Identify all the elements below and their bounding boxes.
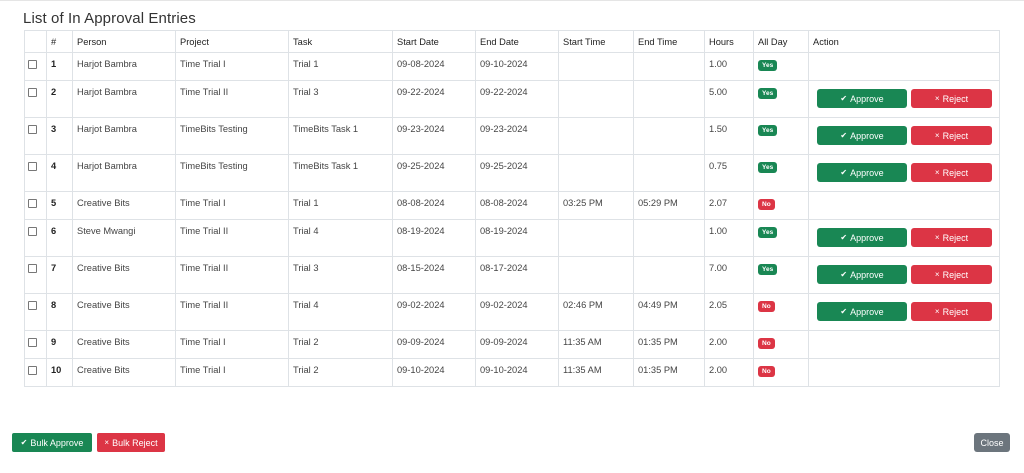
end-time-cell <box>634 81 705 118</box>
action-cell <box>809 53 1000 81</box>
row-checkbox[interactable] <box>28 227 37 236</box>
row-checkbox[interactable] <box>28 125 37 134</box>
check-icon: ✔ <box>840 131 848 140</box>
person-cell: Harjot Bambra <box>73 81 176 118</box>
entries-table <box>24 30 1000 387</box>
reject-button[interactable] <box>911 163 992 182</box>
all-day-badge: Yes <box>758 227 777 238</box>
x-icon: × <box>104 438 110 447</box>
start-time-cell <box>559 155 634 192</box>
table-row <box>25 155 1000 192</box>
row-checkbox[interactable] <box>28 301 37 310</box>
reject-label: Reject <box>942 130 969 141</box>
end-time-cell: 01:35 PM <box>634 359 705 387</box>
end-time-cell <box>634 53 705 81</box>
person-cell: Creative Bits <box>73 192 176 220</box>
start-date-cell: 09-08-2024 <box>393 53 476 81</box>
header-start-date[interactable]: Start Date <box>393 31 476 53</box>
start-date-cell: 09-02-2024 <box>393 294 476 331</box>
project-cell: Time Trial I <box>176 331 289 359</box>
end-time-cell <box>634 155 705 192</box>
bulk-reject-label: Bulk Reject <box>112 437 158 448</box>
x-icon: × <box>934 270 940 279</box>
row-actions <box>813 302 999 321</box>
action-cell <box>809 118 1000 155</box>
row-checkbox-cell <box>25 192 47 220</box>
row-checkbox[interactable] <box>28 264 37 273</box>
all-day-cell <box>754 53 809 81</box>
x-icon: × <box>934 131 940 140</box>
row-checkbox-cell <box>25 359 47 387</box>
header-num: # <box>47 31 73 53</box>
all-day-cell <box>754 220 809 257</box>
row-checkbox[interactable] <box>28 338 37 347</box>
x-icon: × <box>934 168 940 177</box>
approve-button[interactable] <box>817 228 907 247</box>
all-day-badge: No <box>758 366 775 377</box>
action-cell <box>809 220 1000 257</box>
header-action: Action <box>809 31 1000 53</box>
start-date-cell: 08-19-2024 <box>393 220 476 257</box>
start-date-cell: 09-10-2024 <box>393 359 476 387</box>
check-icon: ✔ <box>20 438 28 447</box>
header-start-time[interactable]: Start Time <box>559 31 634 53</box>
reject-button[interactable] <box>911 265 992 284</box>
row-actions <box>813 228 999 247</box>
project-cell: TimeBits Testing <box>176 118 289 155</box>
row-actions <box>813 265 999 284</box>
row-actions <box>813 126 999 145</box>
reject-label: Reject <box>942 306 969 317</box>
hours-cell: 1.50 <box>705 118 754 155</box>
table-row <box>25 81 1000 118</box>
all-day-badge: No <box>758 301 775 312</box>
task-cell: Trial 3 <box>289 81 393 118</box>
hours-cell: 0.75 <box>705 155 754 192</box>
end-date-cell: 09-25-2024 <box>476 155 559 192</box>
all-day-badge: Yes <box>758 60 777 71</box>
row-number: 10 <box>47 359 73 387</box>
start-date-cell: 09-22-2024 <box>393 81 476 118</box>
all-day-badge: No <box>758 199 775 210</box>
approve-button[interactable] <box>817 126 907 145</box>
table-row <box>25 118 1000 155</box>
person-cell: Creative Bits <box>73 359 176 387</box>
person-cell: Harjot Bambra <box>73 155 176 192</box>
all-day-cell <box>754 359 809 387</box>
row-checkbox[interactable] <box>28 162 37 171</box>
end-time-cell: 04:49 PM <box>634 294 705 331</box>
all-day-badge: Yes <box>758 125 777 136</box>
check-icon: ✔ <box>840 94 848 103</box>
project-cell: Time Trial I <box>176 192 289 220</box>
start-time-cell <box>559 81 634 118</box>
reject-label: Reject <box>942 93 969 104</box>
person-cell: Steve Mwangi <box>73 220 176 257</box>
bulk-approve-button[interactable] <box>12 433 92 452</box>
reject-label: Reject <box>942 269 969 280</box>
x-icon: × <box>934 233 940 242</box>
start-date-cell: 08-15-2024 <box>393 257 476 294</box>
table-row <box>25 257 1000 294</box>
row-checkbox[interactable] <box>28 88 37 97</box>
table-row <box>25 294 1000 331</box>
start-time-cell: 11:35 AM <box>559 331 634 359</box>
start-date-cell: 09-23-2024 <box>393 118 476 155</box>
start-time-cell <box>559 118 634 155</box>
approve-button[interactable] <box>817 265 907 284</box>
start-time-cell <box>559 257 634 294</box>
end-time-cell: 05:29 PM <box>634 192 705 220</box>
reject-button[interactable] <box>911 89 992 108</box>
action-cell <box>809 257 1000 294</box>
header-select <box>25 31 47 53</box>
end-time-cell <box>634 257 705 294</box>
all-day-cell <box>754 294 809 331</box>
start-time-cell <box>559 220 634 257</box>
start-date-cell: 09-09-2024 <box>393 331 476 359</box>
approve-button[interactable] <box>817 163 907 182</box>
bulk-reject-button[interactable] <box>97 433 165 452</box>
header-project[interactable]: Project <box>176 31 289 53</box>
action-cell <box>809 155 1000 192</box>
end-date-cell: 09-22-2024 <box>476 81 559 118</box>
task-cell: Trial 1 <box>289 53 393 81</box>
row-number: 6 <box>47 220 73 257</box>
table-row <box>25 220 1000 257</box>
task-cell: Trial 3 <box>289 257 393 294</box>
task-cell: Trial 2 <box>289 331 393 359</box>
row-number: 3 <box>47 118 73 155</box>
end-date-cell: 08-17-2024 <box>476 257 559 294</box>
row-number: 1 <box>47 53 73 81</box>
table-body <box>25 53 1000 387</box>
row-checkbox-cell <box>25 155 47 192</box>
reject-button[interactable] <box>911 228 992 247</box>
end-time-cell <box>634 220 705 257</box>
reject-button[interactable] <box>911 302 992 321</box>
action-cell <box>809 294 1000 331</box>
hours-cell: 5.00 <box>705 81 754 118</box>
header-end-time[interactable]: End Time <box>634 31 705 53</box>
all-day-cell <box>754 81 809 118</box>
start-time-cell <box>559 53 634 81</box>
bulk-approve-label: Bulk Approve <box>30 437 84 448</box>
action-cell <box>809 331 1000 359</box>
end-date-cell: 09-02-2024 <box>476 294 559 331</box>
task-cell: Trial 1 <box>289 192 393 220</box>
all-day-badge: Yes <box>758 162 777 173</box>
all-day-cell <box>754 257 809 294</box>
hours-cell: 2.07 <box>705 192 754 220</box>
end-time-cell <box>634 118 705 155</box>
close-button[interactable]: Close <box>974 433 1010 452</box>
hours-cell: 7.00 <box>705 257 754 294</box>
approve-label: Approve <box>850 167 884 178</box>
all-day-cell <box>754 331 809 359</box>
start-date-cell: 09-25-2024 <box>393 155 476 192</box>
row-checkbox-cell <box>25 53 47 81</box>
all-day-badge: Yes <box>758 88 777 99</box>
person-cell: Creative Bits <box>73 257 176 294</box>
hours-cell: 1.00 <box>705 220 754 257</box>
end-date-cell: 09-10-2024 <box>476 359 559 387</box>
start-date-cell: 08-08-2024 <box>393 192 476 220</box>
reject-button[interactable] <box>911 126 992 145</box>
header-end-date[interactable]: End Date <box>476 31 559 53</box>
modal-title: List of In Approval Entries <box>23 10 196 27</box>
row-checkbox-cell <box>25 294 47 331</box>
task-cell: Trial 4 <box>289 220 393 257</box>
end-date-cell: 09-10-2024 <box>476 53 559 81</box>
task-cell: Trial 2 <box>289 359 393 387</box>
project-cell: Time Trial II <box>176 257 289 294</box>
table-row <box>25 192 1000 220</box>
end-date-cell: 08-19-2024 <box>476 220 559 257</box>
task-cell: TimeBits Task 1 <box>289 155 393 192</box>
x-icon: × <box>934 94 940 103</box>
hours-cell: 1.00 <box>705 53 754 81</box>
row-checkbox[interactable] <box>28 366 37 375</box>
start-time-cell: 03:25 PM <box>559 192 634 220</box>
header-hours[interactable]: Hours <box>705 31 754 53</box>
check-icon: ✔ <box>840 270 848 279</box>
row-number: 2 <box>47 81 73 118</box>
task-cell: Trial 4 <box>289 294 393 331</box>
project-cell: Time Trial I <box>176 359 289 387</box>
project-cell: Time Trial II <box>176 294 289 331</box>
table-row <box>25 53 1000 81</box>
approve-label: Approve <box>850 306 884 317</box>
approve-label: Approve <box>850 232 884 243</box>
row-number: 4 <box>47 155 73 192</box>
row-checkbox[interactable] <box>28 199 37 208</box>
hours-cell: 2.05 <box>705 294 754 331</box>
check-icon: ✔ <box>840 233 848 242</box>
end-date-cell: 09-09-2024 <box>476 331 559 359</box>
row-checkbox-cell <box>25 257 47 294</box>
row-checkbox-cell <box>25 331 47 359</box>
header-task[interactable]: Task <box>289 31 393 53</box>
row-actions <box>813 163 999 182</box>
row-actions <box>813 89 999 108</box>
project-cell: Time Trial II <box>176 81 289 118</box>
approve-label: Approve <box>850 93 884 104</box>
approve-button[interactable] <box>817 89 907 108</box>
all-day-badge: Yes <box>758 264 777 275</box>
header-all-day[interactable]: All Day <box>754 31 809 53</box>
reject-label: Reject <box>942 167 969 178</box>
project-cell: Time Trial II <box>176 220 289 257</box>
task-cell: TimeBits Task 1 <box>289 118 393 155</box>
row-number: 5 <box>47 192 73 220</box>
row-number: 9 <box>47 331 73 359</box>
end-time-cell: 01:35 PM <box>634 331 705 359</box>
all-day-badge: No <box>758 338 775 349</box>
action-cell <box>809 359 1000 387</box>
approve-label: Approve <box>850 269 884 280</box>
row-checkbox-cell <box>25 81 47 118</box>
end-date-cell: 08-08-2024 <box>476 192 559 220</box>
table-row <box>25 331 1000 359</box>
project-cell: TimeBits Testing <box>176 155 289 192</box>
table-row <box>25 359 1000 387</box>
action-cell <box>809 192 1000 220</box>
action-cell <box>809 81 1000 118</box>
end-date-cell: 09-23-2024 <box>476 118 559 155</box>
row-checkbox-cell <box>25 118 47 155</box>
person-cell: Harjot Bambra <box>73 118 176 155</box>
person-cell: Creative Bits <box>73 331 176 359</box>
reject-label: Reject <box>942 232 969 243</box>
approve-label: Approve <box>850 130 884 141</box>
check-icon: ✔ <box>840 168 848 177</box>
approve-button[interactable] <box>817 302 907 321</box>
check-icon: ✔ <box>840 307 848 316</box>
all-day-cell <box>754 192 809 220</box>
all-day-cell <box>754 118 809 155</box>
row-number: 8 <box>47 294 73 331</box>
x-icon: × <box>934 307 940 316</box>
row-checkbox-cell <box>25 220 47 257</box>
project-cell: Time Trial I <box>176 53 289 81</box>
table-header-row <box>25 31 1000 53</box>
person-cell: Creative Bits <box>73 294 176 331</box>
row-checkbox[interactable] <box>28 60 37 69</box>
hours-cell: 2.00 <box>705 359 754 387</box>
hours-cell: 2.00 <box>705 331 754 359</box>
start-time-cell: 11:35 AM <box>559 359 634 387</box>
header-person[interactable]: Person <box>73 31 176 53</box>
all-day-cell <box>754 155 809 192</box>
person-cell: Harjot Bambra <box>73 53 176 81</box>
start-time-cell: 02:46 PM <box>559 294 634 331</box>
row-number: 7 <box>47 257 73 294</box>
top-divider <box>0 0 1024 1</box>
